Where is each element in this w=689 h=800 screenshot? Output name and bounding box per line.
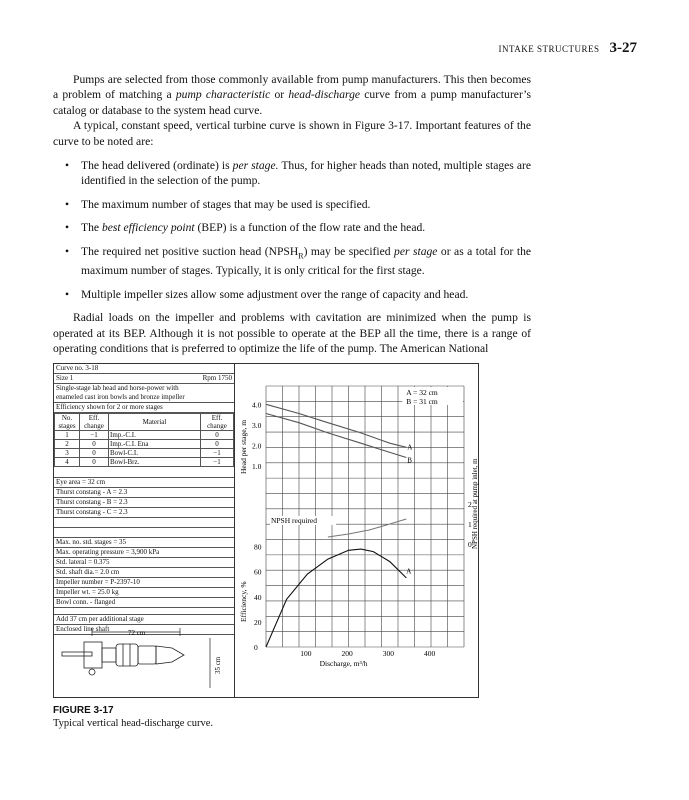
head-tick-label: 1.0 — [252, 461, 262, 471]
spec-max-stages: Max. no. std. stages = 35 — [54, 538, 234, 548]
spec-thrust-a: Thurst constang - A = 2.3 — [54, 488, 234, 498]
cell: 3 — [55, 449, 80, 458]
spec-bowl-conn: Bowl conn. - flanged — [54, 598, 234, 608]
cell: 0 — [80, 449, 109, 458]
spec-size: Size 1 — [56, 374, 74, 382]
spec-size-row — [54, 374, 234, 384]
spec-thrust-b: Thurst constang - B = 2.3 — [54, 498, 234, 508]
spec-impeller-no: Impeller number = P-2397-10 — [54, 578, 234, 588]
spec-shaft: Std. shaft dia.= 2.0 cm — [54, 568, 234, 578]
x-tick-label: 100 — [300, 649, 312, 658]
legend-entry-a: A = 32 cm — [406, 388, 438, 397]
spec-desc-1: Single-stage lab head and horse-power with — [56, 384, 179, 392]
efficiency-tick-label: 20 — [254, 617, 262, 627]
head-curve-a — [266, 404, 406, 447]
page-header — [498, 40, 637, 57]
spec-rpm: Rpm 1750 — [202, 374, 232, 382]
spec-thrust-c: Thurst constang - C = 2.3 — [54, 508, 234, 518]
npsh-axis-label: NPSH required at pump inlet, m — [471, 458, 479, 549]
col-material: Material — [109, 414, 201, 431]
efficiency-tick-label: 60 — [254, 567, 262, 577]
curve-label-a-eff: A — [406, 567, 412, 576]
paragraph-3: Radial loads on the impeller and problems with cavitation are minimized when the pump is operated at its BEP. Although it is not possible to operate at the BEP all the time, there is a range of operating conditions that is preferred to optimize the life of the pump. The American National — [53, 311, 531, 355]
pump-drawing — [54, 626, 234, 694]
spec-enclosed: Enclosed line shaft — [54, 625, 234, 635]
legend-entry-b: B = 31 cm — [406, 397, 438, 406]
cell: Bowl-C.I. — [109, 449, 201, 458]
cell: −1 — [80, 431, 109, 440]
spacer — [54, 518, 234, 528]
cell: 0 — [201, 431, 234, 440]
paragraph-2: A typical, constant speed, vertical turbine curve is shown in Figure 3-17. Important features of the curve to be noted are: — [53, 119, 531, 148]
head-tick-label: 2.0 — [252, 441, 262, 451]
pump-icon — [62, 642, 184, 675]
curve-label-a: A — [407, 443, 413, 452]
head-tick-label: 4.0 — [252, 400, 262, 410]
efficiency-tick-label: 0 — [254, 643, 258, 652]
cell: 4 — [55, 458, 80, 467]
bullet-3: • The best efficiency point (BEP) is a function of the flow rate and the head. — [53, 220, 531, 235]
running-title: INTAKE STRUCTURES — [498, 44, 600, 54]
spec-lateral: Std. lateral = 0.375 — [54, 558, 234, 568]
head-tick-label: 3.0 — [252, 420, 262, 430]
spacer — [54, 528, 234, 538]
dim-height-label: 35 cm — [214, 656, 222, 674]
cell: Imp.-C.I. — [109, 431, 201, 440]
table-row — [55, 431, 234, 440]
pump-spec-panel — [54, 364, 235, 697]
cell: Imp.-C.I. Ena — [109, 440, 201, 449]
bullet-5: • Multiple impeller sizes allow some adjustment over the range of capacity and head. — [53, 287, 531, 302]
npsh-curve — [328, 519, 406, 537]
figure-3-17 — [53, 363, 479, 698]
spec-eff-note: Efficiency shown for 2 or more stages — [54, 403, 234, 413]
cell: 2 — [55, 440, 80, 449]
pump-curve-chart — [234, 364, 478, 697]
npsh-tick-label: 2 — [468, 500, 472, 509]
paragraph-1: Pumps are selected from those commonly available from pump manufacturers. This then becomes a problem of matching a pump characteristic or head-discharge curve from a pump manufacturer’s catalog or database to the system head curve. — [53, 73, 531, 117]
cell: 1 — [55, 431, 80, 440]
bullet-2: • The maximum number of stages that may be used is specified. — [53, 197, 531, 212]
x-tick-label: 400 — [424, 649, 436, 658]
bullet-4: • The required net positive suction head $(NPSH_R)$ may be specified per stage or as a total for the maximum number of stages. Typically, it is only critical for the first stage. — [53, 244, 531, 279]
cell: 0 — [80, 458, 109, 467]
material-table — [54, 413, 234, 467]
bullet-1: • The head delivered (ordinate) is per stage. Thus, for higher heads than noted, multiple stages are identified in the selection of the pump. — [53, 158, 531, 189]
spec-desc-2: enameled cast iron bowls and bronze impeller — [54, 393, 234, 403]
cell: 0 — [80, 440, 109, 449]
head-curve-b — [266, 414, 406, 458]
table-row — [55, 440, 234, 449]
npsh-tick-label: 0 — [468, 540, 472, 549]
spec-eye-area: Eye area = 32 cm — [54, 478, 234, 488]
x-axis-label: Discharge, m³/h — [319, 659, 368, 668]
head-axis-label: Head per stage, m — [239, 419, 248, 474]
cell: 0 — [201, 440, 234, 449]
cell: −1 — [201, 458, 234, 467]
col-stages: No. stages — [55, 414, 80, 431]
efficiency-axis-label: Efficiency, % — [239, 581, 248, 622]
table-row — [55, 458, 234, 467]
x-tick-label: 300 — [382, 649, 394, 658]
dim-width-label: 72 cm — [128, 629, 146, 637]
caption-text: Typical vertical head-discharge curve. — [53, 718, 213, 729]
feature-list — [53, 158, 531, 302]
efficiency-tick-label: 40 — [254, 592, 262, 602]
page-number: 3-27 — [609, 40, 637, 56]
caption-label: FIGURE 3-17 — [53, 705, 114, 716]
spec-add-stage: Add 37 cm per additional stage — [54, 615, 234, 625]
body-text — [53, 72, 531, 356]
efficiency-tick-label: 80 — [254, 542, 262, 552]
col-eff-change: Eff. change — [80, 414, 109, 431]
curve-label-b: B — [407, 456, 412, 465]
efficiency-curve — [266, 549, 406, 647]
cell: −1 — [201, 449, 234, 458]
table-row — [55, 449, 234, 458]
x-tick-label: 200 — [341, 649, 353, 658]
spec-curve-no: Curve no. 3-18 — [54, 364, 234, 374]
npsh-tick-label: 1 — [468, 520, 472, 529]
spacer — [54, 467, 234, 478]
spec-max-pressure: Max. operating pressure = 3,900 kPa — [54, 548, 234, 558]
npsh-required-label: NPSH required — [270, 516, 317, 525]
col-eff: Eff. change — [201, 414, 234, 431]
cell: Bowl-Brz. — [109, 458, 201, 467]
spacer — [54, 608, 234, 615]
figure-caption — [53, 704, 213, 730]
spec-impeller-wt: Impeller wt. = 25.0 kg — [54, 588, 234, 598]
